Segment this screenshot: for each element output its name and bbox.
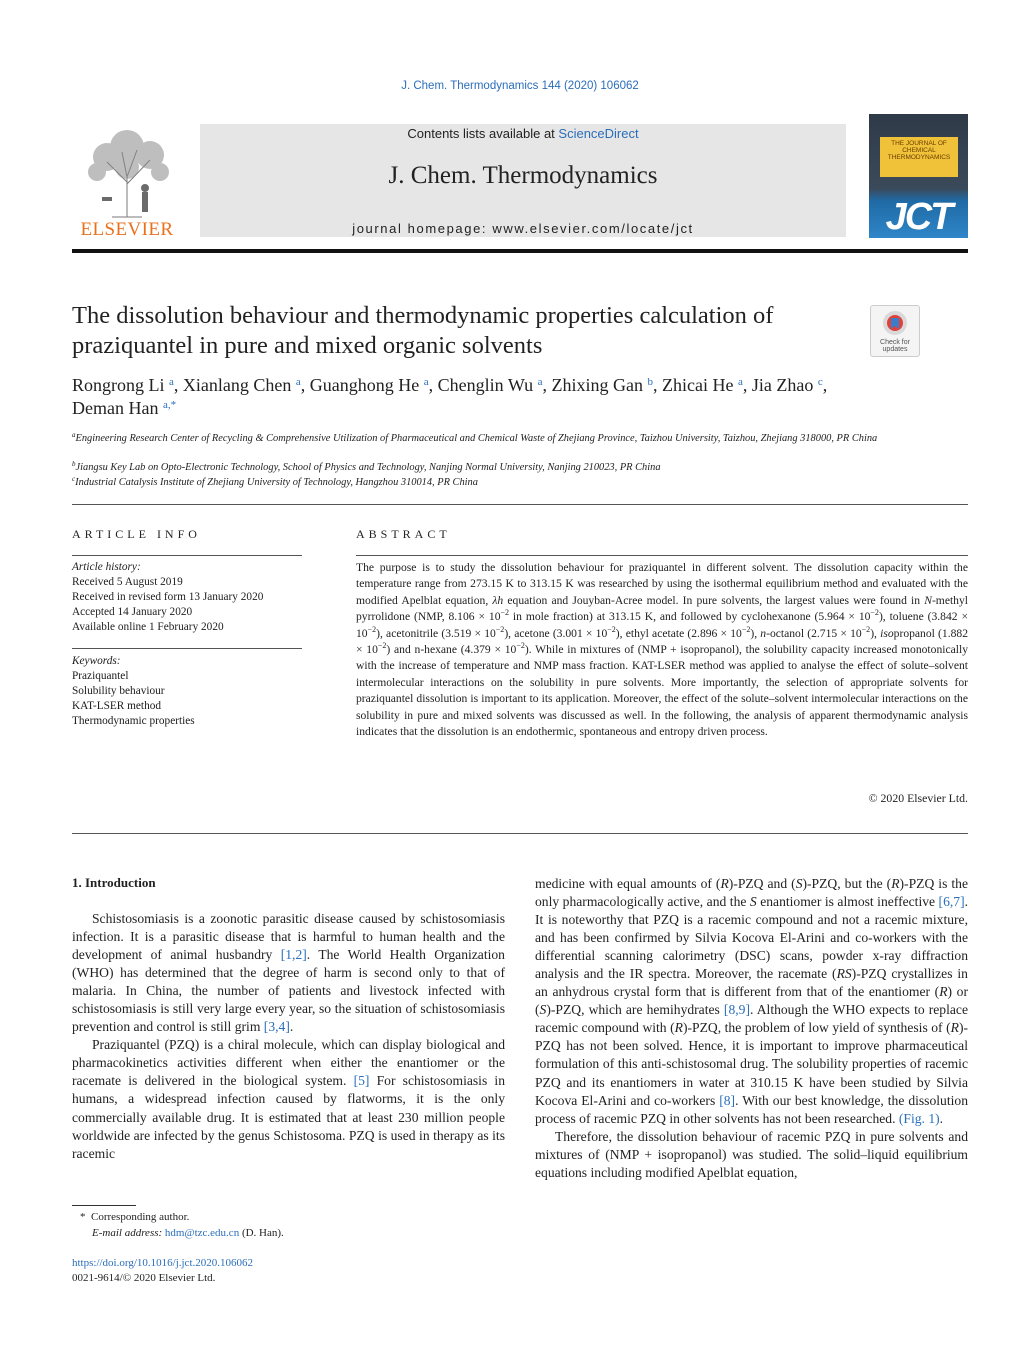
cover-title: THE JOURNAL OF CHEMICAL THERMODYNAMICS xyxy=(887,140,951,161)
accepted-date: Accepted 14 January 2020 xyxy=(72,606,193,618)
body-column-right xyxy=(535,875,968,1182)
journal-name: J. Chem. Thermodynamics xyxy=(388,162,658,189)
online-date: Available online 1 February 2020 xyxy=(72,621,224,633)
copyright: © 2020 Elsevier Ltd. xyxy=(868,791,968,805)
journal-homepage: journal homepage: www.elsevier.com/locate/jct xyxy=(352,221,694,236)
check-updates-icon xyxy=(871,306,919,338)
divider xyxy=(72,833,968,834)
contents-availability: Contents lists available at ScienceDirect xyxy=(407,126,639,141)
author-link[interactable]: Zhicai He $^a$ xyxy=(661,375,743,395)
affiliation-c: $^c$Industrial Catalysis Institute of Zhejiang University of Technology, Hangzhou 310014, PR China xyxy=(72,475,478,488)
figure-link[interactable]: (Fig. 1) xyxy=(898,1110,940,1126)
citation-link[interactable]: [3,4] xyxy=(263,1019,290,1035)
cover-code: JCT xyxy=(885,196,952,238)
paragraph: Therefore, the dissolution behaviour of racemic PZQ in pure solvents and mixtures of (NMP + isopropanol) was studied. The solid–liquid equilibrium equations including modified Apelblat equation, xyxy=(535,1128,968,1180)
check-updates-label: Check for updates xyxy=(880,339,910,353)
affiliation-b: $^b$Jiangsu Key Lab on Opto-Electronic Technology, School of Physics and Technology, Nanjing Normal University, Nanjing 210023, PR China xyxy=(72,460,661,473)
doi-block xyxy=(72,1256,512,1286)
issn-line: 0021-9614/© 2020 Elsevier Ltd. xyxy=(72,1272,216,1284)
section-heading: 1. Introduction xyxy=(72,875,156,890)
author-link[interactable]: Deman Han $^{a,*}$ xyxy=(72,398,177,418)
paragraph: Schistosomiasis is a zoonotic parasitic disease caused by schistosomiasis infection. It is a parasitic disease that is harmful to human health and the development of animal husbandry [1,2]. The World Health Organization (WHO) has determined that the degree of harm is second only to that of malaria. In China, the number of patients and livestock infected with schistosomiasis is still very large every year, so the situation of schistosomiasis prevention and control is still grim [3,4]. xyxy=(72,911,505,1035)
affiliation-a: $^a$Engineering Research Center of Recycling & Comprehensive Utilization of Pharmaceutical and Chemical Waste of Zhejiang Province, Taizhou University, Taizhou, Zhejiang 318000, PR China xyxy=(72,431,878,444)
keyword: Thermodynamic properties xyxy=(72,715,195,727)
divider xyxy=(72,555,302,556)
author-list: Rongrong Li $^a$, Xianlang Chen $^a$, Guanghong He $^a$, Chenglin Wu $^a$, Zhixing Gan $^b$, Zhicai He $^a$, Jia Zhao $^c$, Deman Han $^{a,*}$ xyxy=(72,375,828,418)
keyword: Solubility behaviour xyxy=(72,685,165,697)
email-link[interactable]: hdm@tzc.edu.cn xyxy=(164,1227,240,1239)
homepage-link[interactable]: www.elsevier.com/locate/jct xyxy=(492,221,694,236)
citation-link[interactable]: [5] xyxy=(353,1073,370,1089)
footnote-rule xyxy=(72,1205,136,1206)
journal-cover xyxy=(869,114,968,238)
citation-link[interactable]: [8,9] xyxy=(723,1002,750,1018)
article-info: Article history: Received 5 August 2019 Received in revised form 13 January 2020 Accepted 14 January 2020 Available online 1 February 2020 xyxy=(72,560,304,635)
received-date: Received 5 August 2019 xyxy=(72,576,183,588)
article-title: The dissolution behaviour and thermodynamic properties calculation of praziquantel in pure and mixed organic solvents xyxy=(72,302,774,359)
author-link[interactable]: Zhixing Gan $^b$ xyxy=(551,375,653,395)
paragraph: medicine with equal amounts of (R)-PZQ and (S)-PZQ, but the (R)-PZQ is the only pharmacologically active, and the S enantiomer is almost ineffective [6,7]. It is noteworthy that PZQ is a racemic compound and not a racemic mixture, and has been confirmed by Silvia Kocova El-Arini and co-workers with the differential scanning calorimetry (DSC) scans, powder x-ray diffraction analysis and the IR spectra. Moreover, the racemate (RS)-PZQ crystallizes in an anhydrous crystal form that is different from that of the enantiomer (R) or (S)-PZQ, which are hemihydrates [8,9]. Although the WHO expects to replace racemic compound with (R)-PZQ, the problem of low yield of synthesis of (R)-PZQ has not been solved. Hence, it is important to improve pharmaceutical formulation of this anti-schistosomal drug. The solubility properties of racemic PZQ and its enantiomers in water at 310.15 K have been studied by Silvia Kocova El-Arini and co-workers [8]. With our best knowledge, the dissolution process of racemic PZQ in other solvents has not been researched. (Fig. 1). xyxy=(535,876,969,1126)
citation-link[interactable]: [1,2] xyxy=(280,947,307,963)
author-link[interactable]: Guanghong He $^a$ xyxy=(309,375,429,395)
author-link[interactable]: Rongrong Li $^a$ xyxy=(72,375,174,395)
paragraph: Praziquantel (PZQ) is a chiral molecule, which can display biological and pharmacokinetics activities different when either the enantiomer or the racemate is delivered in the biological system. [5] For schistosomiasis in humans, a widespread infection caused by flatworms, it is the only commercially available drug. It is estimated that at least 230 million people worldwide are infected by the genus Schistosoma. PZQ is used in therapy as its racemic xyxy=(72,1037,505,1161)
citation-link[interactable]: [6,7] xyxy=(938,894,965,910)
sciencedirect-link[interactable]: ScienceDirect xyxy=(558,126,639,141)
divider xyxy=(356,555,968,556)
body-column-left xyxy=(72,910,505,1163)
author-link[interactable]: Chenglin Wu $^a$ xyxy=(437,375,543,395)
header-rule xyxy=(72,249,968,253)
elsevier-wordmark: ELSEVIER xyxy=(80,219,174,240)
article-info-heading: ARTICLE INFO xyxy=(72,527,201,541)
abstract-heading: ABSTRACT xyxy=(356,527,451,541)
abstract-text: The purpose is to study the dissolution behaviour for praziquantel in different solvent. The dissolution capacity within the temperature range from 273.15 K to 313.15 K was researched by using the isothermal equilibrium method and evaluated with the modified Apelblat equation, λh equation and Jouyban-Acree model. In pure solvents, the largest values were found in N-methyl pyrrolidone (NMP, $8.106 \times 10^{-2}$ in mole fraction) at 313.15 K, and followed by cyclohexanone $(5.964 \times 10^{-2})$, toluene $(3.842 \times 10^{-2})$, acetonitrile $(3.519 \times 10^{-2})$, acetone $(3.001 \times 10^{-2})$, ethyl acetate $(2.896 \times 10^{-2})$, n-octanol $(2.715 \times 10^{-2})$, isopropanol $(1.882 \times 10^{-2})$ and n-hexane $(4.379 \times 10^{-2})$. While in mixtures of (NMP + isopropanol), the solubility capacity increased monotonically with the increase of temperature and NMP mass fraction. KAT-LSER method was applied to analyse the effect of solute–solvent intermolecular interactions on the solubility in pure solvents. More importantly, the selection of appropriate solvents for praziquantel dissolution is important to its application. Moreover, the effect of the solute–solvent intermolecular interactions on the solubility in pure and mixed solvents was discussed as well. In the following, the analysis of apparent thermodynamic analysis indicates that the dissolution is an endothermic, spontaneous and entropy driven process. xyxy=(356,561,968,739)
keyword: Praziquantel xyxy=(72,670,129,682)
divider xyxy=(72,504,968,505)
check-for-updates-button[interactable] xyxy=(870,305,920,357)
footnote: * Corresponding author. E-mail address: hdm@tzc.edu.cn (D. Han). xyxy=(80,1211,284,1239)
author-link[interactable]: Xianlang Chen $^a$ xyxy=(182,375,301,395)
citation-link[interactable]: [8] xyxy=(719,1092,736,1108)
revised-date: Received in revised form 13 January 2020 xyxy=(72,591,264,603)
author-link[interactable]: Jia Zhao $^c$ xyxy=(751,375,823,395)
doi-link[interactable]: https://doi.org/10.1016/j.jct.2020.106062 xyxy=(72,1257,253,1269)
journal-citation: J. Chem. Thermodynamics 144 (2020) 106062 xyxy=(401,80,639,92)
keywords: Keywords: Praziquantel Solubility behaviour KAT-LSER method Thermodynamic properties xyxy=(72,654,304,729)
divider xyxy=(72,648,302,649)
keyword: KAT-LSER method xyxy=(72,700,162,712)
